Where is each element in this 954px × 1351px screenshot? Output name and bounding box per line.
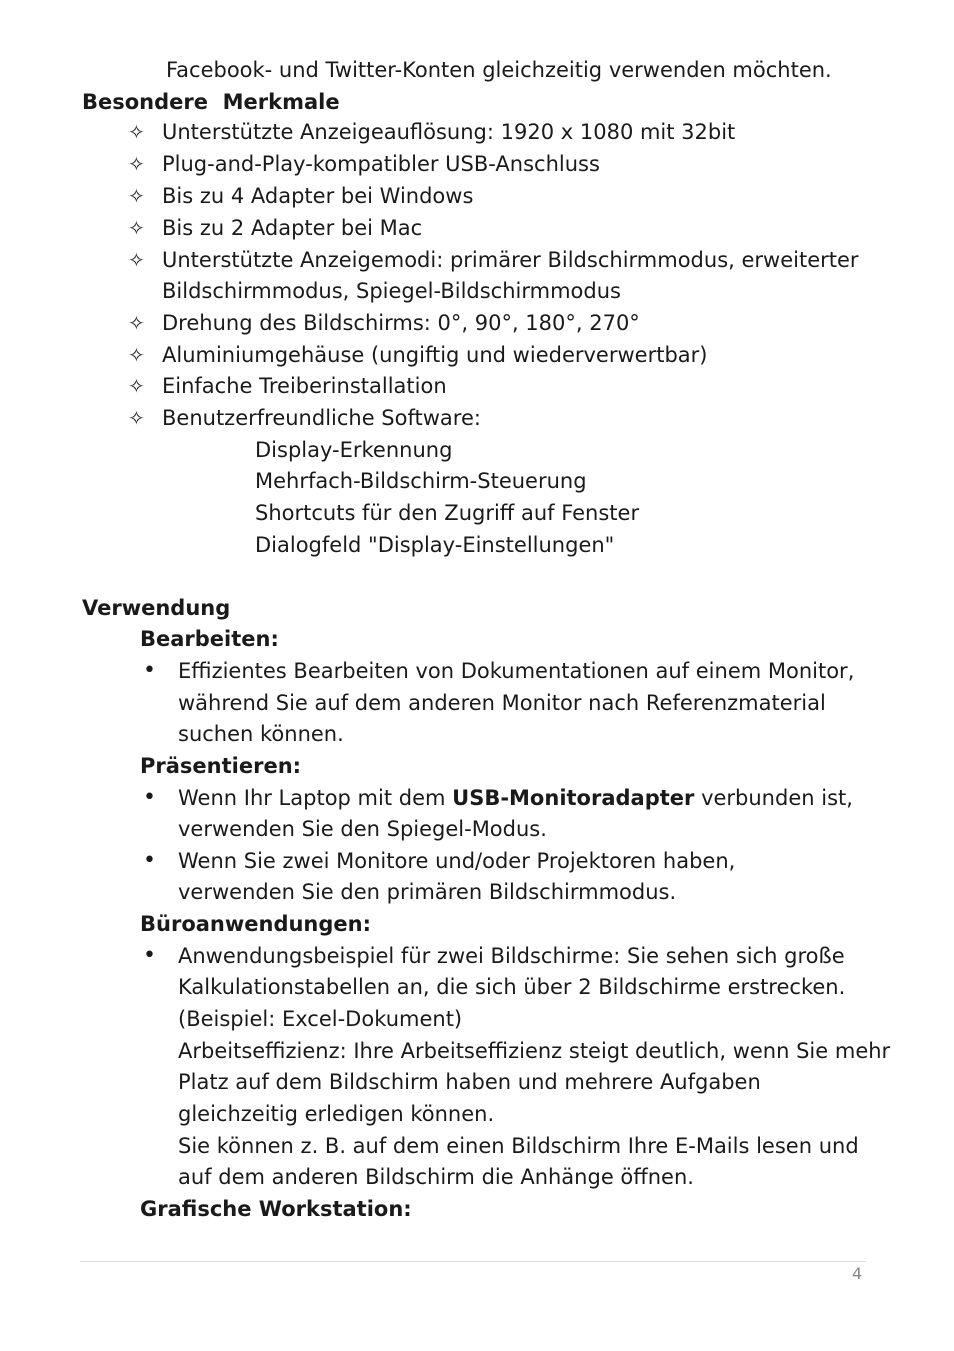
office-text: Platz auf dem Bildschirm haben und mehrere Aufgaben <box>178 1070 761 1094</box>
footer-divider <box>80 1261 866 1262</box>
feature-item-continuation: Bildschirmmodus, Spiegel-Bildschirmmodus <box>162 279 621 303</box>
office-text: auf dem anderen Bildschirm die Anhänge öffnen. <box>178 1165 694 1189</box>
bullet-icon: • <box>143 848 156 873</box>
feature-item: Bis zu 2 Adapter bei Mac <box>162 216 423 240</box>
presenting-text-post: verbunden ist, <box>694 786 853 810</box>
feature-item: Bis zu 4 Adapter bei Windows <box>162 184 474 208</box>
presenting-text: verwenden Sie den Spiegel-Modus. <box>178 817 547 841</box>
feature-item: Benutzerfreundliche Software: <box>162 406 481 430</box>
star-bullet-icon: ✧ <box>128 184 145 208</box>
office-text: Sie können z. B. auf dem einen Bildschirm Ihre E-Mails lesen und <box>178 1134 859 1158</box>
software-feature: Display-Erkennung <box>255 438 453 462</box>
software-feature: Mehrfach-Bildschirm-Steuerung <box>255 469 587 493</box>
office-text: gleichzeitig erledigen können. <box>178 1102 495 1126</box>
star-bullet-icon: ✧ <box>128 248 145 272</box>
bullet-icon: • <box>143 785 156 810</box>
presenting-text: verwenden Sie den primären Bildschirmmodus. <box>178 880 677 904</box>
editing-text: während Sie auf dem anderen Monitor nach Referenzmaterial <box>178 691 826 715</box>
feature-item: Einfache Treiberinstallation <box>162 374 447 398</box>
office-text: (Beispiel: Excel-Dokument) <box>178 1007 463 1031</box>
editing-text: suchen können. <box>178 722 344 746</box>
star-bullet-icon: ✧ <box>128 374 145 398</box>
features-heading: Besondere Merkmale <box>82 90 340 114</box>
product-name: USB-Monitoradapter <box>452 786 695 810</box>
bullet-icon: • <box>143 658 156 683</box>
feature-item: Drehung des Bildschirms: 0°, 90°, 180°, 270° <box>162 311 640 335</box>
bullet-icon: • <box>143 943 156 968</box>
feature-item: Aluminiumgehäuse (ungiftig und wiederverwertbar) <box>162 343 708 367</box>
software-feature: Dialogfeld "Display-Einstellungen" <box>255 533 615 557</box>
star-bullet-icon: ✧ <box>128 216 145 240</box>
feature-item: Unterstützte Anzeigemodi: primärer Bildschirmmodus, erweiterter <box>162 248 859 272</box>
presenting-heading: Präsentieren: <box>140 754 302 778</box>
usage-heading: Verwendung <box>82 596 231 620</box>
office-text: Kalkulationstabellen an, die sich über 2 Bildschirme erstrecken. <box>178 975 846 999</box>
presenting-text-pre: Wenn Ihr Laptop mit dem <box>178 786 453 810</box>
presenting-text <box>178 782 853 814</box>
software-feature: Shortcuts für den Zugriff auf Fenster <box>255 501 640 525</box>
star-bullet-icon: ✧ <box>128 152 145 176</box>
office-text: Anwendungsbeispiel für zwei Bildschirme: Sie sehen sich große <box>178 944 845 968</box>
feature-item: Unterstützte Anzeigeauflösung: 1920 x 1080 mit 32bit <box>162 120 736 144</box>
page-number: 4 <box>852 1264 863 1283</box>
office-text: Arbeitseffizienz: Ihre Arbeitseffizienz steigt deutlich, wenn Sie mehr <box>178 1039 891 1063</box>
feature-item: Plug-and-Play-kompatibler USB-Anschluss <box>162 152 600 176</box>
presenting-text: Wenn Sie zwei Monitore und/oder Projektoren haben, <box>178 849 736 873</box>
star-bullet-icon: ✧ <box>128 406 145 430</box>
star-bullet-icon: ✧ <box>128 120 145 144</box>
editing-heading: Bearbeiten: <box>140 627 279 651</box>
office-heading: Büroanwendungen: <box>140 912 372 936</box>
editing-text: Effizientes Bearbeiten von Dokumentationen auf einem Monitor, <box>178 659 855 683</box>
graphics-heading: Grafische Workstation: <box>140 1197 412 1221</box>
star-bullet-icon: ✧ <box>128 311 145 335</box>
star-bullet-icon: ✧ <box>128 343 145 367</box>
intro-text: Facebook- und Twitter-Konten gleichzeitig verwenden möchten. <box>166 58 832 82</box>
